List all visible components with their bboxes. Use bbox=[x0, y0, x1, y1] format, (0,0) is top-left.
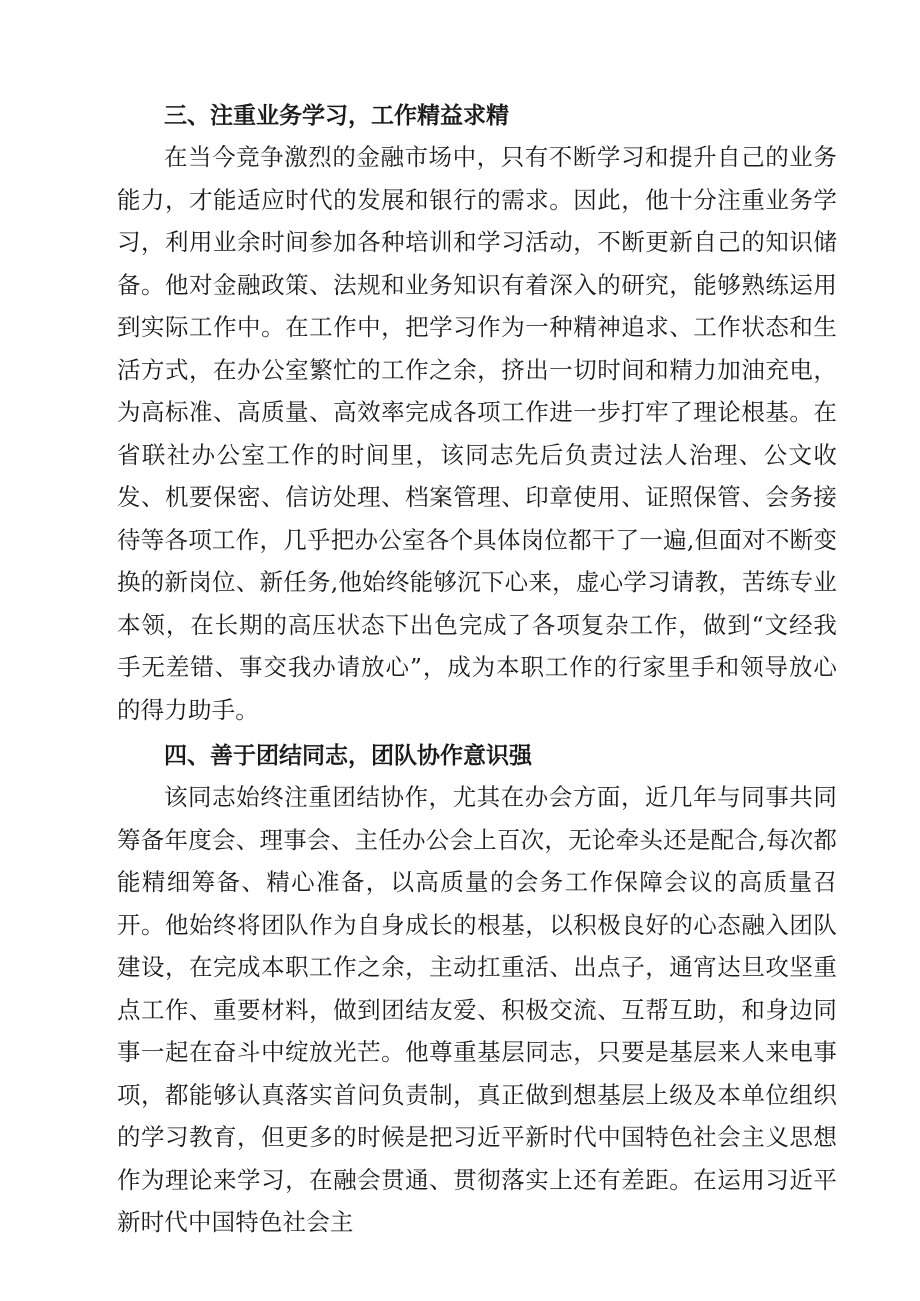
document-content bbox=[117, 96, 837, 1244]
section-heading-3: 三、注重业务学习，工作精益求精 bbox=[164, 103, 509, 129]
section-heading-4: 四、善于团结同志，团队协作意识强 bbox=[164, 743, 532, 769]
section-body-3: 在当今竞争激烈的金融市场中，只有不断学习和提升自己的业务能力，才能适应时代的发展和银行的需求。因此，他十分注重业务学习，利用业余时间参加各种培训和学习活动，不断更新自己的知识储备。他对金融政策、法规和业务知识有着深入的研究，能够熟练运用到实际工作中。在工作中，把学习作为一种精神追求、工作状态和生活方式，在办公室繁忙的工作之余，挤出一切时间和精力加油充电，为高标准、高质量、高效率完成各项工作进一步打牢了理论根基。在省联社办公室工作的时间里，该同志先后负责过法人治理、公文收发、机要保密、信访处理、档案管理、印章使用、证照保管、会务接待等各项工作，几乎把办公室各个具体岗位都干了一遍,但面对不断变换的新岗位、新任务,他始终能够沉下心来，虚心学习请教，苦练专业本领，在长期的高压状态下出色完成了各项复杂工作，做到“文经我手无差错、事交我办请放心”，成为本职工作的行家里手和领导放心的得力助手。 bbox=[117, 143, 837, 724]
section-body-4: 该同志始终注重团结协作，尤其在办会方面，近几年与同事共同筹备年度会、理事会、主任办公会上百次，无论牵头还是配合,每次都能精细筹备、精心准备，以高质量的会务工作保障会议的高质量召开。他始终将团队作为自身成长的根基，以积极良好的心态融入团队建设，在完成本职工作之余，主动扛重活、出点子，通宵达旦攻坚重点工作、重要材料，做到团结友爱、积极交流、互帮互助，和身边同事一起在奋斗中绽放光芒。他尊重基层同志，只要是基层来人来电事项，都能够认真落实首问负责制，真正做到想基层上级及本单位组织的学习教育，但更多的时候是把习近平新时代中国特色社会主义思想作为理论来学习，在融会贯通、贯彻落实上还有差距。在运用习近平新时代中国特色社会主 bbox=[117, 783, 837, 1236]
